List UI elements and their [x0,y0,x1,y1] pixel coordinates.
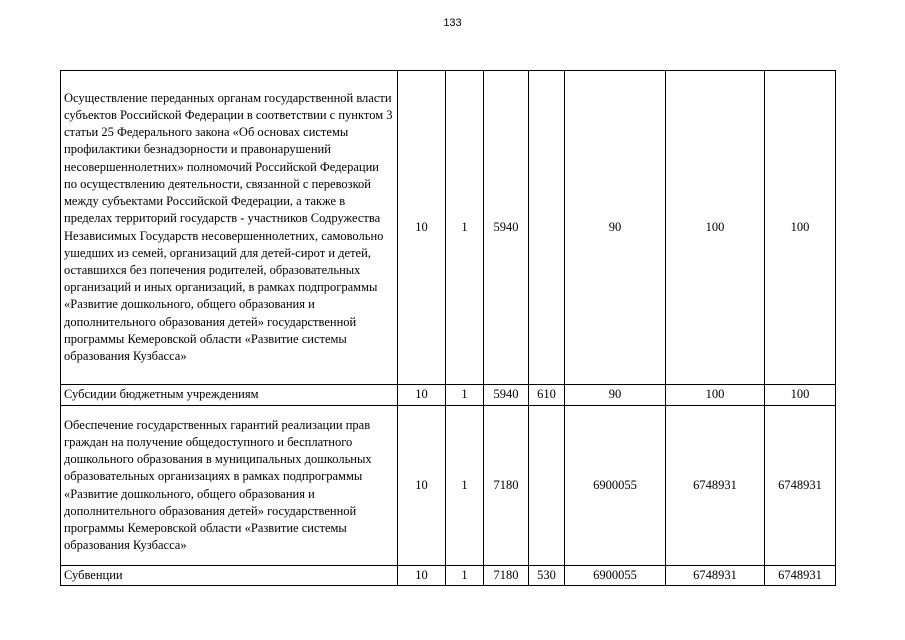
expense-type-cell [529,71,565,385]
section-cell: 10 [398,385,446,406]
subsection-cell: 1 [446,385,484,406]
target-article-cell: 7180 [484,406,529,566]
table-row [61,385,836,406]
table-row [61,406,836,566]
row-description: Обеспечение государственных гарантий реализации прав граждан на получение общедоступного и бесплатного дошкольного образования в муниципальных дошкольных образовательных организациях в рамках подпрограммы «Развитие дошкольного, общего образования и дополнительного образования детей» государственной программы Кемеровской области «Развитие системы образования Кузбасса» [61,406,398,566]
amount-3-cell: 100 [765,71,836,385]
budget-table [60,70,836,586]
amount-1-cell: 90 [565,385,666,406]
amount-2-cell: 6748931 [666,406,765,566]
row-description: Субсидии бюджетным учреждениям [61,385,398,406]
amount-2-cell: 100 [666,385,765,406]
section-cell: 10 [398,71,446,385]
row-description: Осуществление переданных органам государственной власти субъектов Российской Федерации в соответствии с пунктом 3 статьи 25 Федерального закона «Об основах системы профилактики безнадзорности и правонарушений несовершеннолетних» полномочий Российской Федерации по осуществлению деятельности, связанной с перевозкой между субъектами Российской Федерации, а также в пределах территорий государств - участников Содружества Независимых Государств несовершеннолетних, самовольно ушедших из семей, организаций для детей-сирот и детей, оставшихся без попечения родителей, образовательных организаций и иных организаций, в рамках подпрограммы «Развитие дошкольного, общего образования и дополнительного образования детей» государственной программы Кемеровской области «Развитие системы образования Кузбасса» [61,71,398,385]
section-cell: 10 [398,406,446,566]
table-row [61,71,836,385]
expense-type-cell: 530 [529,566,565,586]
amount-2-cell: 100 [666,71,765,385]
amount-3-cell: 100 [765,385,836,406]
amount-1-cell: 90 [565,71,666,385]
subsection-cell: 1 [446,71,484,385]
subsection-cell: 1 [446,566,484,586]
amount-3-cell: 6748931 [765,406,836,566]
expense-type-cell [529,406,565,566]
expense-type-cell: 610 [529,385,565,406]
table-row [61,566,836,586]
amount-1-cell: 6900055 [565,406,666,566]
subsection-cell: 1 [446,406,484,566]
amount-1-cell: 6900055 [565,566,666,586]
row-description: Субвенции [61,566,398,586]
section-cell: 10 [398,566,446,586]
target-article-cell: 5940 [484,385,529,406]
page-number: 133 [443,17,462,29]
amount-3-cell: 6748931 [765,566,836,586]
amount-2-cell: 6748931 [666,566,765,586]
target-article-cell: 5940 [484,71,529,385]
target-article-cell: 7180 [484,566,529,586]
